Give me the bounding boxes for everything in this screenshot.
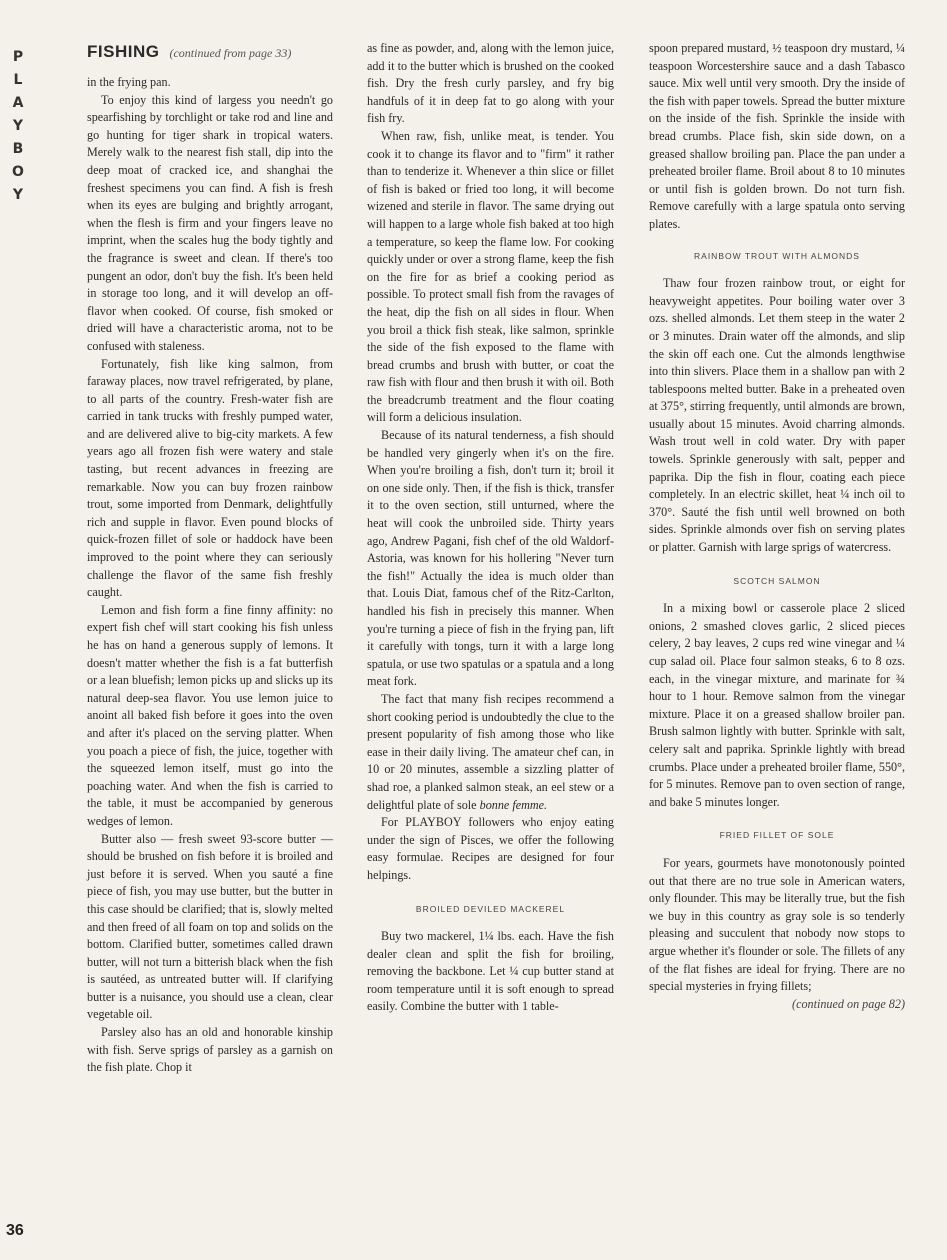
paragraph-text: The fact that many fish recipes recommend a short cooking period is undoubtedly the clue to the present popularity of fish among those who like ease in their daily living. The amateur chef can, in 10 or 20 minutes, assemble a sizzling platter of shad roe, a planked salmon steak, an eel stew or a delightful plate of sole	[367, 691, 614, 812]
recipe-title: RAINBOW TROUT WITH ALMONDS	[694, 250, 860, 261]
italic-phrase: bonne femme.	[479, 797, 548, 812]
feature-title: FISHING	[87, 42, 160, 61]
column-2	[367, 40, 614, 1016]
paragraph: Parsley also has an old and honorable kinship with fish. Serve sprigs of parsley as a garnish on the fish plate. Chop it	[87, 1025, 333, 1075]
recipe-paragraph: spoon prepared mustard, ½ teaspoon dry mustard, ¼ teaspoon Worcestershire sauce and a dash Tabasco sauce. Mix well until very smooth. Dry the inside of the fish with paper towels. Spread the butter mixture on the inside of the fish. Sprinkle the inside with bread crumbs. Place fish, skin side down, on a greased shallow broiling pan. Place the pan under a preheated broiler flame. Broil about 8 to 10 minutes or until fish is golden brown. Do not turn fish. Remove carefully with a large spatula onto serving plates.	[649, 41, 905, 231]
paragraph	[367, 691, 614, 814]
side-tag-letter: Y	[12, 118, 24, 134]
continued-on-note: (continued on page 82)	[792, 996, 905, 1011]
recipe-paragraph: Thaw four frozen rainbow trout, or eight for heavyweight appetites. Pour boiling water over 3 ozs. shelled almonds. Let them steep in the water 2 or 3 minutes. Drain water off the almonds, and slip the skin off each one. Cut the almonds lengthwise into thin slivers. Place them in a shallow pan with 2 tablespoons melted butter. Bake in a preheated oven at 375°, stirring frequently, until almonds are brown, usually about 15 minutes. Avoid charring almonds. Wash trout well in cold water. Dry with paper towels. Sprinkle generously with salt, pepper and paprika. Dip the fish in flour, coating each piece completely. In an electric skillet, heat ¼ inch oil to 370°. Sauté the fish until well browned on both sides. Sprinkle almonds over fish on serving plates or platter. Garnish with large sprigs of watercress.	[649, 276, 905, 555]
paragraph: To enjoy this kind of largess you needn't go spearfishing by torchlight or take rod and line and go hunting for tiger shark in tropical waters. Merely walk to the nearest fish stall, dip into the deep moat of cracked ice, and shanghai the freshest specimens you can find. A fish is fresh when its eyes are bulging and brightly arrogant, when the flesh is firm and your fingers leave no imprint, when the scales hug the body tightly and the fragrance is sweet and clean. If there's too pungent an odor, don't buy the fish. It's been held in storage too long, and it will develop an off-flavor when cooked. Of course, fish smoked or dried will have a characteristic aroma, not to be confused with staleness.	[87, 92, 333, 353]
side-tag-letter: P	[12, 49, 24, 65]
side-tag-letter: A	[12, 95, 24, 111]
paragraph: For PLAYBOY followers who enjoy eating under the sign of Pisces, we offer the following easy formulae. Recipes are designed for four helpings.	[367, 815, 614, 882]
paragraph: Lemon and fish form a fine finny affinity: no expert fish chef will start cooking his fish unless he has on hand a generous supply of lemons. It doesn't matter whether the fish is a fat butterfish or a lean bluefish; lemon picks up and slicks up its natural deep-sea flavor. You use lemon juice to anoint all baked fish before it goes into the oven and after it's placed on the serving platter. When you poach a piece of fish, the juice, together with the squeezed lemon itself, must go into the poaching water. And when the fish is carried to the table, it must be accompanied by generous wedges of lemon.	[87, 602, 333, 828]
paragraph: Because of its natural tenderness, a fish should be handled very gingerly when it's on the fire. When you're broiling a fish, don't turn it; broil it on one side only. Then, if the fish is thick, transfer it to the oven section, still unturned, where the heat will cook the unbroiled side. Thirty years ago, Andrew Pagani, fish chef of the old Waldorf-Astoria, was known for his hollering "Never turn the fish!" Actually the idea is much older than that. Louis Diat, famous chef of the Ritz-Carlton, handled his fish in precisely this manner. When you're turning a piece of fish in the frying pan, lift it carefully with tongs, turn it with a large long spatula, or use two spatulas or a spatula and a long meat fork.	[367, 428, 614, 689]
recipe-title: SCOTCH SALMON	[733, 575, 821, 586]
side-tag-letter: B	[12, 141, 24, 157]
recipe-paragraph: In a mixing bowl or casserole place 2 sliced onions, 2 smashed cloves garlic, 2 sliced pieces celery, 2 bay leaves, 2 cups red wine vinegar and ¼ cup salad oil. Place four salmon steaks, 6 to 8 ozs. each, in the vinegar mixture, and marinate for ¾ hour to 1 hour. Remove salmon from the vinegar mixture. Place it on a greased shallow broiler pan. Brush salmon lightly with butter. Sprinkle with salt, celery salt and paprika. Sprinkle lightly with bread crumbs. Place under a preheated broiler flame, 550°, for 5 minutes. Remove pan to oven section of range, and bake 5 minutes longer.	[649, 601, 905, 809]
side-tag-letter: Y	[12, 187, 24, 203]
paragraph: Fortunately, fish like king salmon, from faraway places, now travel refrigerated, by plane, to all parts of the country. Fresh-water fish are carried in tank trucks with freshly pumped water, and are delivered alive to big-city markets. A few years ago all frozen fish were watery and stale tasting, but recent advances in freezing are remarkable. Now you can buy frozen rainbow trout, some imported from Denmark, delightfully rich and supple in flavor. Even pound blocks of quick-frozen fillet of sole or haddock have been improved to the point where they can seriously challenge the flavor of the same fish freshly caught.	[87, 356, 333, 600]
side-tag-letter: O	[12, 164, 24, 180]
paragraph: When raw, fish, unlike meat, is tender. You cook it to change its flavor and to "firm" it rather than to tenderize it. Whenever a thin slice or fillet of fish is baked or fried too long, it will become wizened and sterile in flavor. The same drying out will happen to a large whole fish baked at too high a temperature, so keep the flame low. For cooking quickly under or over a strong flame, keep the fish on the fire for as brief a cooking period as possible. To protect small fish from the ravages of the heat, dip the fish on all sides in flour. When you broil a thick fish steak, like salmon, sprinkle the side of the fish exposed to the flame with bread crumbs and brush with butter, or coat the raw fish with flour and then brush it with oil. Both the breadcrumb treatment and the flour coating will form a delicious insulation.	[367, 128, 614, 425]
paragraph: Butter also — fresh sweet 93-score butter — should be brushed on fish before it is broiled and just before it is served. When you sauté a fine piece of fish, you may use butter, but the butter in this case should be clarified; that is, slowly melted and then freed of all foam on top and solids on the bottom. Clarified butter, sometimes called drawn butter, will not turn a bitterish black when the fish is sautéed, as untreated butter will. If clarifying butter is a nuisance, you should use a clean, clear vegetable oil.	[87, 831, 333, 1022]
side-tag-letter: L	[13, 72, 23, 88]
page-number: 36	[6, 1222, 24, 1239]
continued-from-note: (continued from page 33)	[169, 46, 292, 60]
paragraph: in the frying pan.	[87, 75, 171, 89]
paragraph: as fine as powder, and, along with the lemon juice, add it to the butter which is brushed on the cooked fish. Dry the fresh curly parsley, and fry big handfuls of it in deep fat to go along with your fish fry.	[367, 41, 614, 126]
column-1	[87, 74, 333, 1077]
column-3	[649, 40, 905, 1013]
recipe-paragraph: For years, gourmets have monotonously pointed out that there are no true sole in American waters, only flounder. This may be literally true, but the fish we buy in this country as gray sole is so tenderly pleasing and succulent that nobody now stops to argue whether it's flounder or sole. The fillets of any of the flat fishes are ideal for frying. There are no special mysteries in frying fillets;	[649, 855, 905, 994]
recipe-title: FRIED FILLET OF SOLE	[719, 830, 835, 841]
recipe-title: BROILED DEVILED MACKEREL	[415, 903, 566, 914]
recipe-paragraph: Buy two mackerel, 1¼ lbs. each. Have the fish dealer clean and split the fish for broiling, removing the backbone. Let ¼ cup butter stand at room temperature until it is soft enough to spread easily. Combine the butter with 1 table-	[367, 929, 614, 1014]
feature-header	[87, 42, 291, 62]
magazine-side-tag	[6, 46, 30, 207]
